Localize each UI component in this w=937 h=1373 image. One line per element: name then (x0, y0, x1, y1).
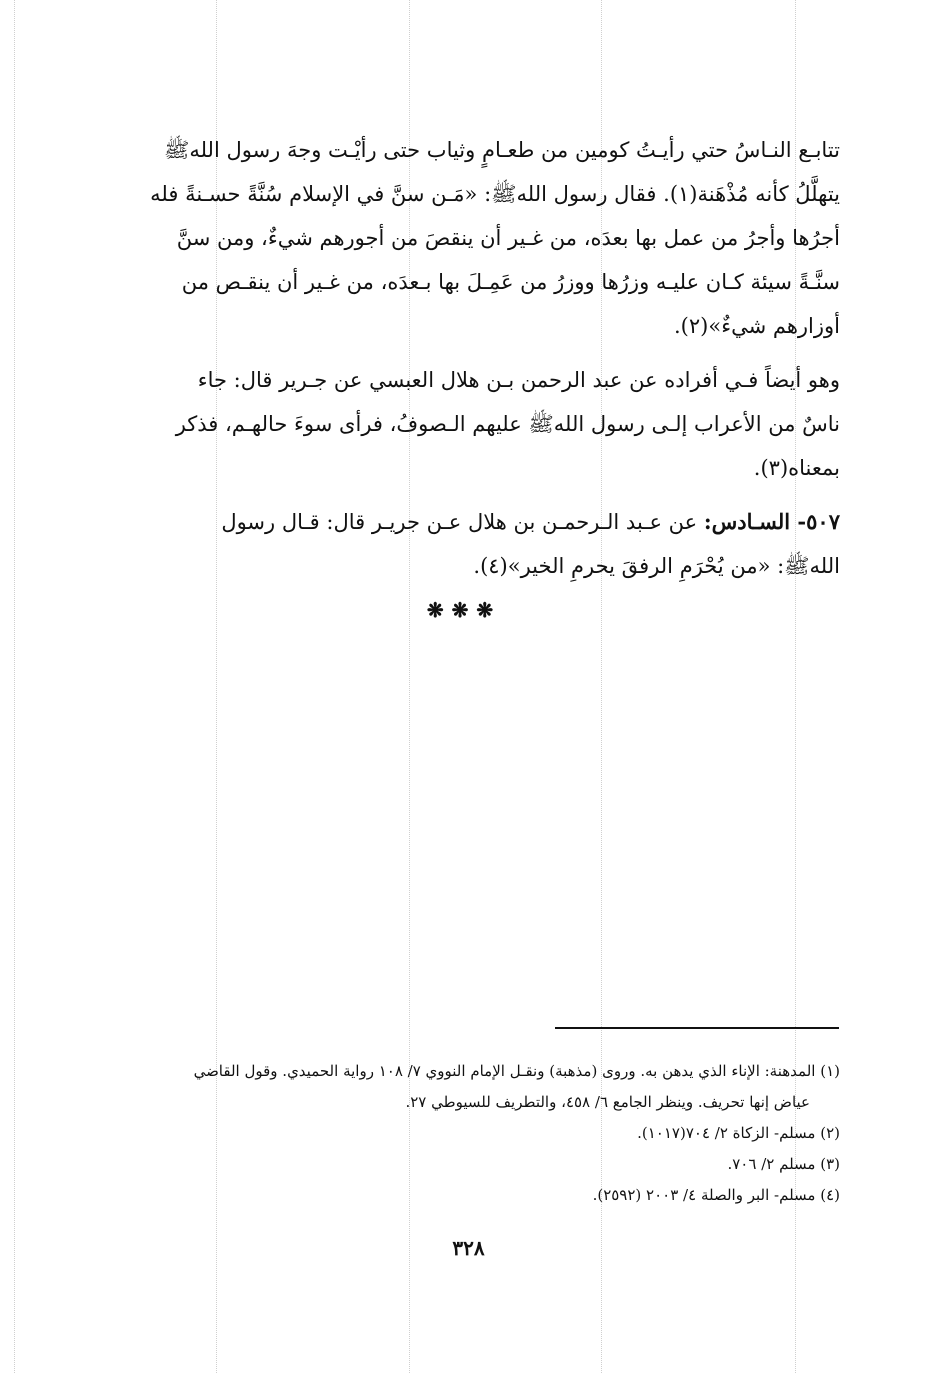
section-separator: ❋❋❋ (426, 598, 502, 622)
text-segment: عن عـبد الـرحمـن بن هلال عـن جريـر قال: قـال رسول (221, 510, 704, 534)
text-line: أجرُها وأجرُ من عمل بها بعدَه، من غـير أن ينقصَ من أجورهم شيءٌ، ومن سنَّ (176, 226, 840, 250)
footnote: (١) المدهنة: الإناء الذي يدهن به. وروى (مذهبة) ونقـل الإمام النووي ٧/ ١٠٨ رواية الحميدي. وقول القاضي (193, 1062, 840, 1080)
footnotes (88, 1056, 840, 1211)
text-line: وهو أيضاً فـي أفراده عن عبد الرحمن بـن هلال العبسي عن جـرير قال: جاء (197, 368, 840, 392)
footnote: (٤) مسلم- البر والصلة ٤/ ٢٠٠٣ (٢٥٩٢). (592, 1186, 840, 1204)
main-text (88, 128, 840, 622)
scan-guide-line (14, 0, 15, 1373)
hadith-number: ٥٠٧- السـادس: (703, 509, 840, 534)
footnote-divider (555, 1027, 839, 1029)
text-line (88, 500, 840, 544)
footnote: (٣) مسلم ٢/ ٧٠٦. (727, 1155, 840, 1173)
text-line: ناسٌ من الأعراب إلـى رسول اللهﷺ عليهم الـصوفُ، فرأى سوءَ حالهـم، فذكر (175, 412, 840, 436)
page-number: ٣٢٨ (452, 1236, 485, 1260)
footnote-continuation: عياض إنها تحريف. وينظر الجامع ٦/ ٤٥٨، والتطريف للسيوطي ٢٧. (405, 1093, 810, 1111)
paragraph-hadith-continuation (88, 128, 840, 348)
text-line: سنَّـةً سيئة كـان عليـه وزرُها ووزرُ من عَمِـلَ بها بـعدَه، من غـير أن ينقـص من (181, 270, 840, 294)
text-line: تتابـع النـاسُ حتي رأيـتُ كومين من طعـامٍ وثياب حتى رأيْـت وجهَ رسول اللهﷺ (163, 138, 840, 162)
text-line: يتهلَّلُ كأنه مُذْهَنة(١). فقال رسول اللهﷺ: «مَـن سنَّ في الإسلام سُنَّةً حسـنةً فله (150, 182, 840, 206)
text-line: أوزارهم شيءٌ»(٢). (674, 314, 840, 338)
paragraph-hadith-507 (88, 500, 840, 588)
paragraph-afrad (88, 358, 840, 490)
text-line: بمعناه(٣). (753, 456, 840, 480)
footnote: (٢) مسلم- الزكاة ٢/ ٧٠٤(١٠١٧). (637, 1124, 840, 1142)
text-line: اللهﷺ: «من يُحْرَمِ الرفقَ يحرمِ الخير»(٤). (473, 554, 840, 578)
